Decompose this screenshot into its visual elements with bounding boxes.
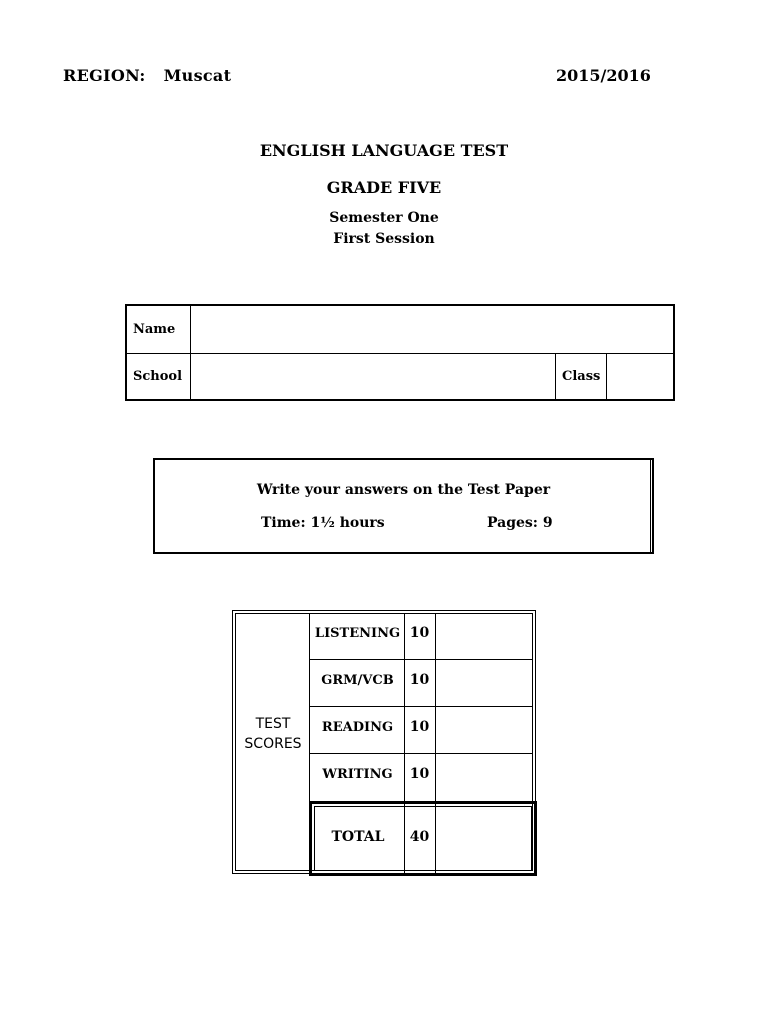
reading-label: READING — [321, 720, 394, 735]
class-divider-left — [555, 354, 556, 399]
page-count: Pages: 9 — [487, 515, 553, 531]
writing-label: WRITING — [322, 767, 393, 782]
total-max: 40 — [409, 829, 430, 845]
row-divider — [309, 753, 533, 754]
listening-max: 10 — [409, 625, 430, 641]
time-allowed: Time: 1½ hours — [261, 515, 385, 531]
row-divider — [309, 706, 533, 707]
region-line — [63, 66, 231, 85]
reading-score-field[interactable] — [438, 709, 530, 749]
writing-score-field[interactable] — [438, 756, 530, 796]
grammar-vocabulary-max: 10 — [409, 672, 430, 688]
reading-max: 10 — [409, 719, 430, 735]
label-divider — [190, 306, 191, 399]
name-field[interactable] — [197, 314, 667, 346]
heading-divider — [309, 613, 310, 803]
listening-score-field[interactable] — [438, 616, 530, 656]
instructions-text: Write your answers on the Test Paper — [256, 482, 551, 498]
region-label: REGION: — [63, 66, 146, 85]
total-score-field[interactable] — [439, 810, 529, 868]
student-info-table — [125, 304, 675, 401]
test-title: ENGLISH LANGUAGE TEST — [259, 141, 509, 160]
total-row-box — [309, 801, 537, 876]
class-divider-right — [606, 354, 607, 399]
row-divider — [127, 353, 673, 354]
row-divider — [309, 659, 533, 660]
school-label: School — [133, 369, 183, 384]
total-max-divider — [435, 804, 436, 873]
grammar-vocabulary-score-field[interactable] — [438, 662, 530, 702]
test-scores-heading: TEST SCORES — [244, 716, 302, 752]
semester-line: Semester One — [329, 210, 439, 226]
session-line: First Session — [333, 231, 435, 247]
writing-max: 10 — [409, 766, 430, 782]
grammar-vocabulary-label: GRM/VCB — [321, 673, 394, 688]
grade-title: GRADE FIVE — [326, 178, 442, 197]
test-scores-table — [232, 610, 536, 874]
max-score-divider — [435, 613, 436, 803]
class-label: Class — [562, 369, 601, 384]
name-label: Name — [133, 322, 176, 337]
school-year: 2015/2016 — [556, 66, 651, 85]
region-value: Muscat — [163, 66, 232, 85]
school-field[interactable] — [197, 361, 547, 393]
class-field[interactable] — [612, 361, 668, 393]
instructions-box — [153, 458, 654, 554]
total-label: TOTAL — [331, 829, 385, 845]
listening-label: LISTENING — [314, 626, 401, 641]
